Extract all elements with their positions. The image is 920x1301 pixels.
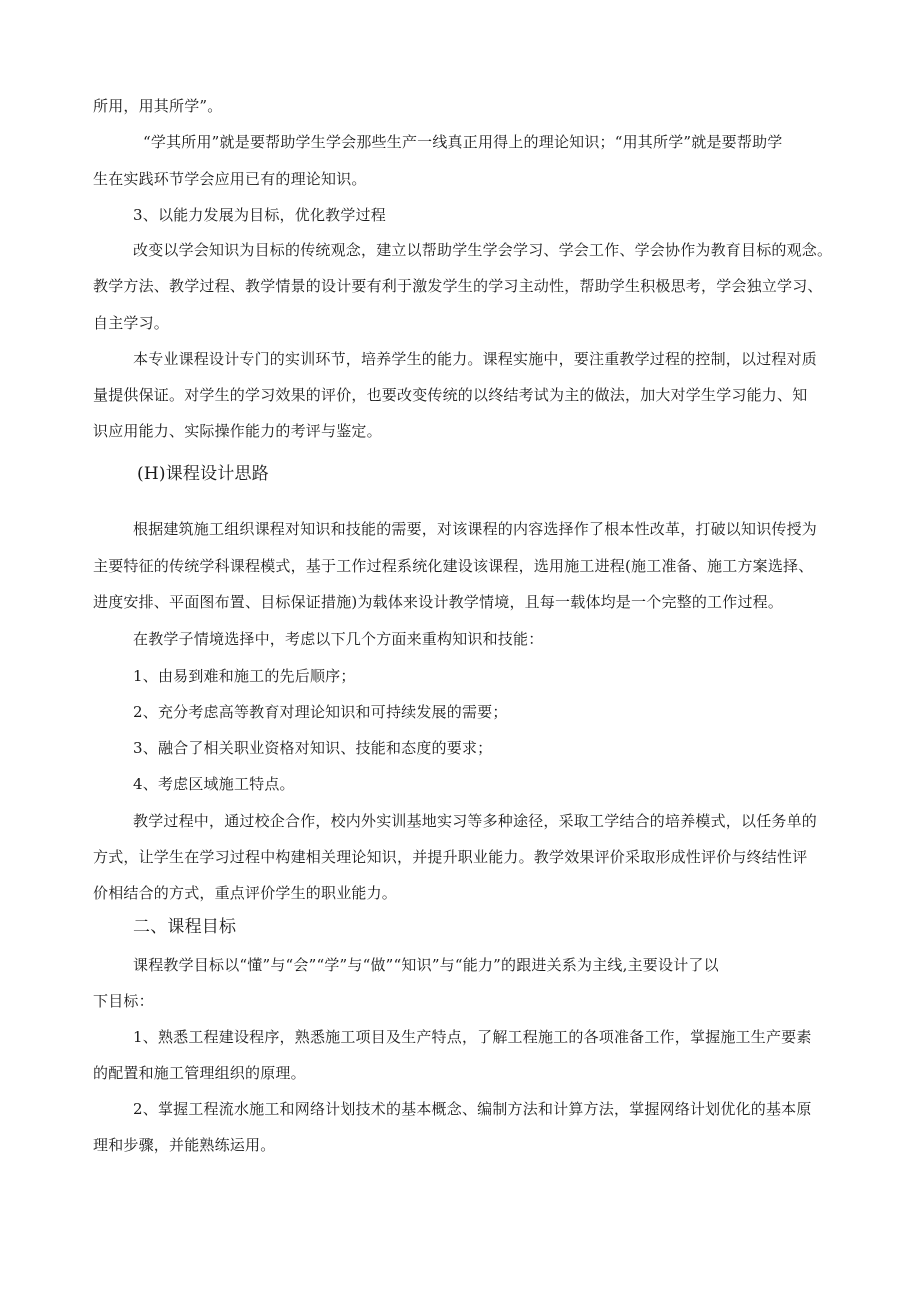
- list-item: 1、由易到难和施工的先后顺序；: [133, 667, 356, 685]
- paragraph-line: 进度安排、平面图布置、目标保证措施)为载体来设计教学情境，且每一载体均是一个完整的工作过程。: [93, 593, 784, 611]
- paragraph-line: 自主学习。: [93, 314, 170, 332]
- paragraph-line: 的配置和施工管理组织的原理。: [93, 1064, 306, 1082]
- paragraph-line: 本专业课程设计专门的实训环节，培养学生的能力。课程实施中，要注重教学过程的控制，以过程对质: [133, 350, 818, 368]
- section-subheading: 3、以能力发展为目标，优化教学过程: [133, 206, 386, 224]
- paragraph-line: 2、掌握工程流水施工和网络计划技术的基本概念、编制方法和计算方法，掌握网络计划优化的基本原: [133, 1100, 812, 1118]
- paragraph-line: 价相结合的方式，重点评价学生的职业能力。: [93, 884, 398, 902]
- paragraph-line: “学其所用”就是要帮助学生学会那些生产一线真正用得上的理论知识；“用其所学”就是要帮助学: [143, 133, 783, 151]
- paragraph-line: 教学方法、教学过程、教学情景的设计要有利于激发学生的学习主动性，帮助学生积极思考，学会独立学习、: [93, 277, 823, 295]
- paragraph-line: 生在实践环节学会应用已有的理论知识。: [93, 170, 367, 188]
- paragraph-line: 所用，用其所学”。: [93, 97, 223, 115]
- list-item: 2、充分考虑高等教育对理论知识和可持续发展的需要；: [133, 703, 508, 721]
- paragraph-line: 教学过程中，通过校企合作，校内外实训基地实习等多种途径，采取工学结合的培养模式，以任务单的: [133, 812, 818, 830]
- section-heading: (H)课程设计思路: [137, 464, 269, 484]
- paragraph-line: 主要特征的传统学科课程模式，基于工作过程系统化建设该课程，选用施工进程(施工准备、施工方案选择、: [93, 557, 814, 575]
- paragraph-line: 在教学子情境选择中，考虑以下几个方面来重构知识和技能：: [133, 630, 544, 648]
- list-item: 4、考虑区域施工特点。: [133, 775, 295, 793]
- list-item: 3、融合了相关职业资格对知识、技能和态度的要求；: [133, 739, 493, 757]
- paragraph-line: 理和步骤，并能熟练运用。: [93, 1136, 276, 1154]
- paragraph-line: 识应用能力、实际操作能力的考评与鉴定。: [93, 422, 382, 440]
- paragraph-line: 1、熟悉工程建设程序，熟悉施工项目及生产特点，了解工程施工的各项准备工作，掌握施工生产要素: [133, 1028, 812, 1046]
- paragraph-line: 下目标：: [93, 992, 154, 1010]
- paragraph-line: 方式，让学生在学习过程中构建相关理论知识，并提升职业能力。教学效果评价采取形成性评价与终结性评: [93, 848, 808, 866]
- paragraph-line: 改变以学会知识为目标的传统观念，建立以帮助学生学会学习、学会工作、学会协作为教育目标的观念。: [133, 241, 833, 259]
- paragraph-line: 课程教学目标以“懂”与“会”“学”与“做”“知识”与“能力”的跟进关系为主线,主要设计了以: [133, 956, 719, 974]
- paragraph-line: 根据建筑施工组织课程对知识和技能的需要，对该课程的内容选择作了根本性改革，打破以知识传授为: [133, 520, 818, 538]
- paragraph-line: 量提供保证。对学生的学习效果的评价，也要改变传统的以终结考试为主的做法，加大对学生学习能力、知: [93, 386, 808, 404]
- section-heading: 二、课程目标: [133, 917, 237, 937]
